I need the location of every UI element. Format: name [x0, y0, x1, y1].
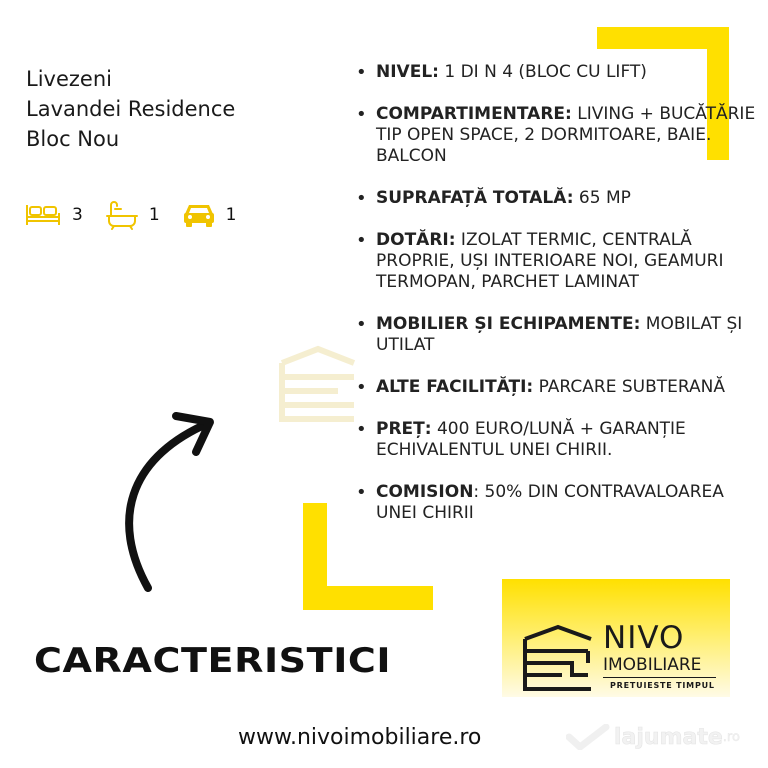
bed-icon — [24, 202, 62, 228]
brand-divider — [603, 677, 716, 678]
feature-value: MOBILAT ȘI UTILAT — [376, 314, 743, 355]
feature-item-furniture — [356, 314, 756, 356]
watermark-tld: .ro — [722, 729, 740, 745]
brand-name: NIVO — [603, 620, 685, 656]
feature-item-commission — [356, 482, 756, 524]
feature-value: 400 EURO/LUNĂ + GARANȚIE ECHIVALENTUL UNEI CHIRII. — [376, 419, 686, 460]
car-icon — [182, 201, 216, 229]
section-heading: CARACTERISTICI — [34, 641, 392, 681]
feature-value: 65 MP — [573, 188, 631, 208]
feature-value: : 50% DIN CONTRAVALOAREA UNEI CHIRII — [376, 482, 724, 523]
feature-label: ALTE FACILITĂȚI: — [376, 377, 534, 397]
feature-label: NIVEL: — [376, 62, 439, 82]
feature-item-area — [356, 188, 756, 209]
feature-label: COMISION — [376, 482, 474, 502]
website-url[interactable]: www.nivoimobiliare.ro — [238, 725, 482, 750]
amenity-bedrooms — [24, 202, 83, 228]
feature-value: PARCARE SUBTERANĂ — [533, 377, 725, 397]
feature-item-price — [356, 419, 756, 461]
amenity-parking — [182, 201, 237, 229]
brand-logo — [502, 579, 730, 697]
feature-value: IZOLAT TERMIC, CENTRALĂ PROPRIE, UȘI INTERIOARE NOI, GEAMURI TERMOPAN, PARCHET LAMINAT — [376, 230, 724, 292]
feature-label: COMPARTIMENTARE: — [376, 104, 572, 124]
bathtub-icon — [105, 200, 139, 230]
check-icon — [566, 724, 610, 750]
title-line-building: Bloc Nou — [26, 127, 120, 151]
feature-item-level — [356, 62, 756, 83]
title-line-location: Livezeni — [26, 67, 112, 91]
feature-value: 1 DI N 4 (BLOC CU LIFT) — [438, 62, 647, 82]
building-logo-icon — [522, 623, 594, 691]
feature-label: DOTĂRI: — [376, 230, 456, 250]
title-line-residence: Lavandei Residence — [26, 97, 236, 121]
feature-value: LIVING + BUCĂTĂRIE TIP OPEN SPACE, 2 DORMITOARE, BAIE. BALCON — [376, 104, 756, 166]
feature-label: SUPRAFAȚĂ TOTALĂ: — [376, 188, 574, 208]
listing-title — [26, 64, 235, 154]
feature-item-facilities — [356, 377, 756, 398]
features-list — [356, 62, 756, 545]
lajumate-watermark — [566, 724, 740, 750]
brand-tagline: PRETUIESTE TIMPUL — [610, 681, 715, 690]
amenity-bathrooms — [105, 200, 160, 230]
bedrooms-count: 3 — [72, 205, 83, 225]
parking-count: 1 — [225, 205, 237, 225]
feature-label: PREȚ: — [376, 419, 432, 439]
brand-subtitle: IMOBILIARE — [603, 655, 702, 675]
bathrooms-count: 1 — [148, 205, 160, 225]
curved-arrow-icon — [110, 400, 230, 595]
watermark-text: lajumate — [614, 724, 723, 750]
feature-label: MOBILIER ȘI ECHIPAMENTE: — [376, 314, 641, 334]
feature-item-equipment — [356, 230, 756, 293]
building-watermark-icon — [278, 343, 358, 423]
feature-item-layout — [356, 104, 756, 167]
amenities-row — [24, 198, 258, 232]
